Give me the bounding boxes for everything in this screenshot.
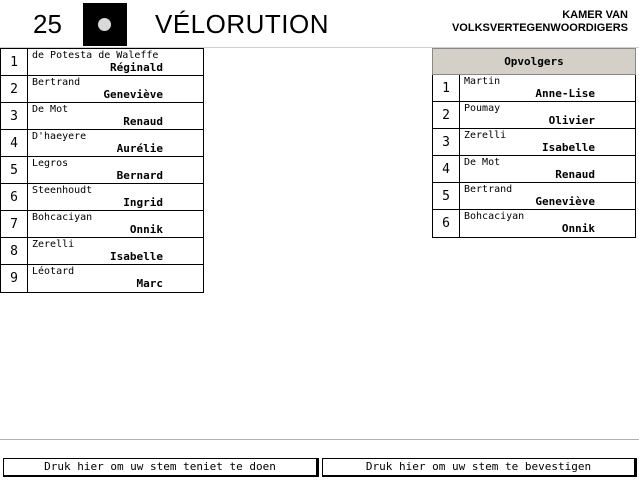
row-names (28, 103, 203, 129)
candidate-row[interactable] (1, 49, 203, 76)
party-logo (83, 3, 127, 46)
last-name: De Mot (32, 104, 69, 115)
row-names (460, 210, 635, 237)
successor-row[interactable] (433, 75, 635, 102)
last-name: Martin (464, 76, 501, 87)
successor-row[interactable] (433, 210, 635, 237)
row-number: 8 (1, 238, 28, 264)
first-name: Réginald (110, 61, 163, 74)
first-name: Onnik (129, 223, 163, 236)
last-name: Zerelli (464, 130, 507, 141)
row-number: 1 (1, 49, 28, 75)
candidate-row[interactable] (1, 211, 203, 238)
row-number: 1 (433, 75, 460, 101)
first-name: Renaud (555, 168, 595, 181)
chamber-title-line1: KAMER VAN (562, 9, 628, 21)
first-name: Ingrid (123, 196, 163, 209)
row-names (460, 129, 635, 155)
row-number: 3 (433, 129, 460, 155)
chamber-title (452, 9, 628, 35)
successor-row[interactable] (433, 102, 635, 129)
successor-row[interactable] (433, 156, 635, 183)
first-name: Bernard (116, 169, 163, 182)
row-number: 4 (433, 156, 460, 182)
row-number: 7 (1, 211, 28, 237)
candidate-row[interactable] (1, 76, 203, 103)
list-number: 25 (33, 9, 62, 39)
first-name: Olivier (548, 114, 595, 127)
last-name: Steenhoudt (32, 185, 93, 196)
last-name: De Mot (464, 157, 501, 168)
candidate-row[interactable] (1, 238, 203, 265)
row-number: 2 (433, 102, 460, 128)
confirm-vote-button[interactable]: Druk hier om uw stem te bevestigen (322, 458, 637, 477)
last-name: Bertrand (32, 77, 81, 88)
row-names (28, 184, 203, 210)
successor-panel (432, 48, 636, 238)
first-name: Isabelle (542, 141, 595, 154)
successor-row[interactable] (433, 183, 635, 210)
successor-list (432, 75, 636, 238)
chamber-title-line2: VOLKSVERTEGENWOORDIGERS (451, 22, 628, 34)
successor-header: Opvolgers (432, 48, 636, 75)
row-names (28, 238, 203, 264)
footer-divider (0, 439, 639, 440)
last-name: Bohcaciyan (464, 211, 525, 222)
first-name: Onnik (561, 222, 595, 235)
row-number: 5 (1, 157, 28, 183)
first-name: Marc (136, 277, 163, 290)
row-number: 4 (1, 130, 28, 156)
blank-vote-button[interactable]: Druk hier om uw stem teniet te doen (3, 458, 319, 477)
first-name: Anne-Lise (535, 87, 595, 100)
row-names (28, 211, 203, 237)
last-name: Bertrand (464, 184, 513, 195)
row-number: 6 (433, 210, 460, 237)
row-names (28, 265, 203, 292)
row-names (460, 75, 635, 101)
row-names (28, 130, 203, 156)
last-name: Léotard (32, 266, 75, 277)
first-name: Aurélie (116, 142, 163, 155)
row-number: 9 (1, 265, 28, 292)
candidate-row[interactable] (1, 157, 203, 184)
candidate-list (0, 48, 204, 293)
row-number: 5 (433, 183, 460, 209)
row-names (460, 156, 635, 182)
first-name: Renaud (123, 115, 163, 128)
candidate-row[interactable] (1, 130, 203, 157)
row-names (28, 49, 203, 75)
row-names (460, 102, 635, 128)
row-number: 2 (1, 76, 28, 102)
ballot-header (0, 0, 639, 48)
row-names (28, 76, 203, 102)
first-name: Geneviève (535, 195, 595, 208)
last-name: D'haeyere (32, 131, 87, 142)
row-names (28, 157, 203, 183)
last-name: Poumay (464, 103, 501, 114)
last-name: de Potesta de Waleffe (32, 50, 159, 61)
last-name: Legros (32, 158, 69, 169)
candidate-row[interactable] (1, 103, 203, 130)
party-logo-dot-icon (98, 18, 111, 31)
row-number: 3 (1, 103, 28, 129)
candidate-row[interactable] (1, 265, 203, 292)
row-number: 6 (1, 184, 28, 210)
last-name: Zerelli (32, 239, 75, 250)
candidate-row[interactable] (1, 184, 203, 211)
first-name: Geneviève (103, 88, 163, 101)
successor-row[interactable] (433, 129, 635, 156)
last-name: Bohcaciyan (32, 212, 93, 223)
row-names (460, 183, 635, 209)
first-name: Isabelle (110, 250, 163, 263)
party-name: VÉLORUTION (155, 9, 330, 39)
